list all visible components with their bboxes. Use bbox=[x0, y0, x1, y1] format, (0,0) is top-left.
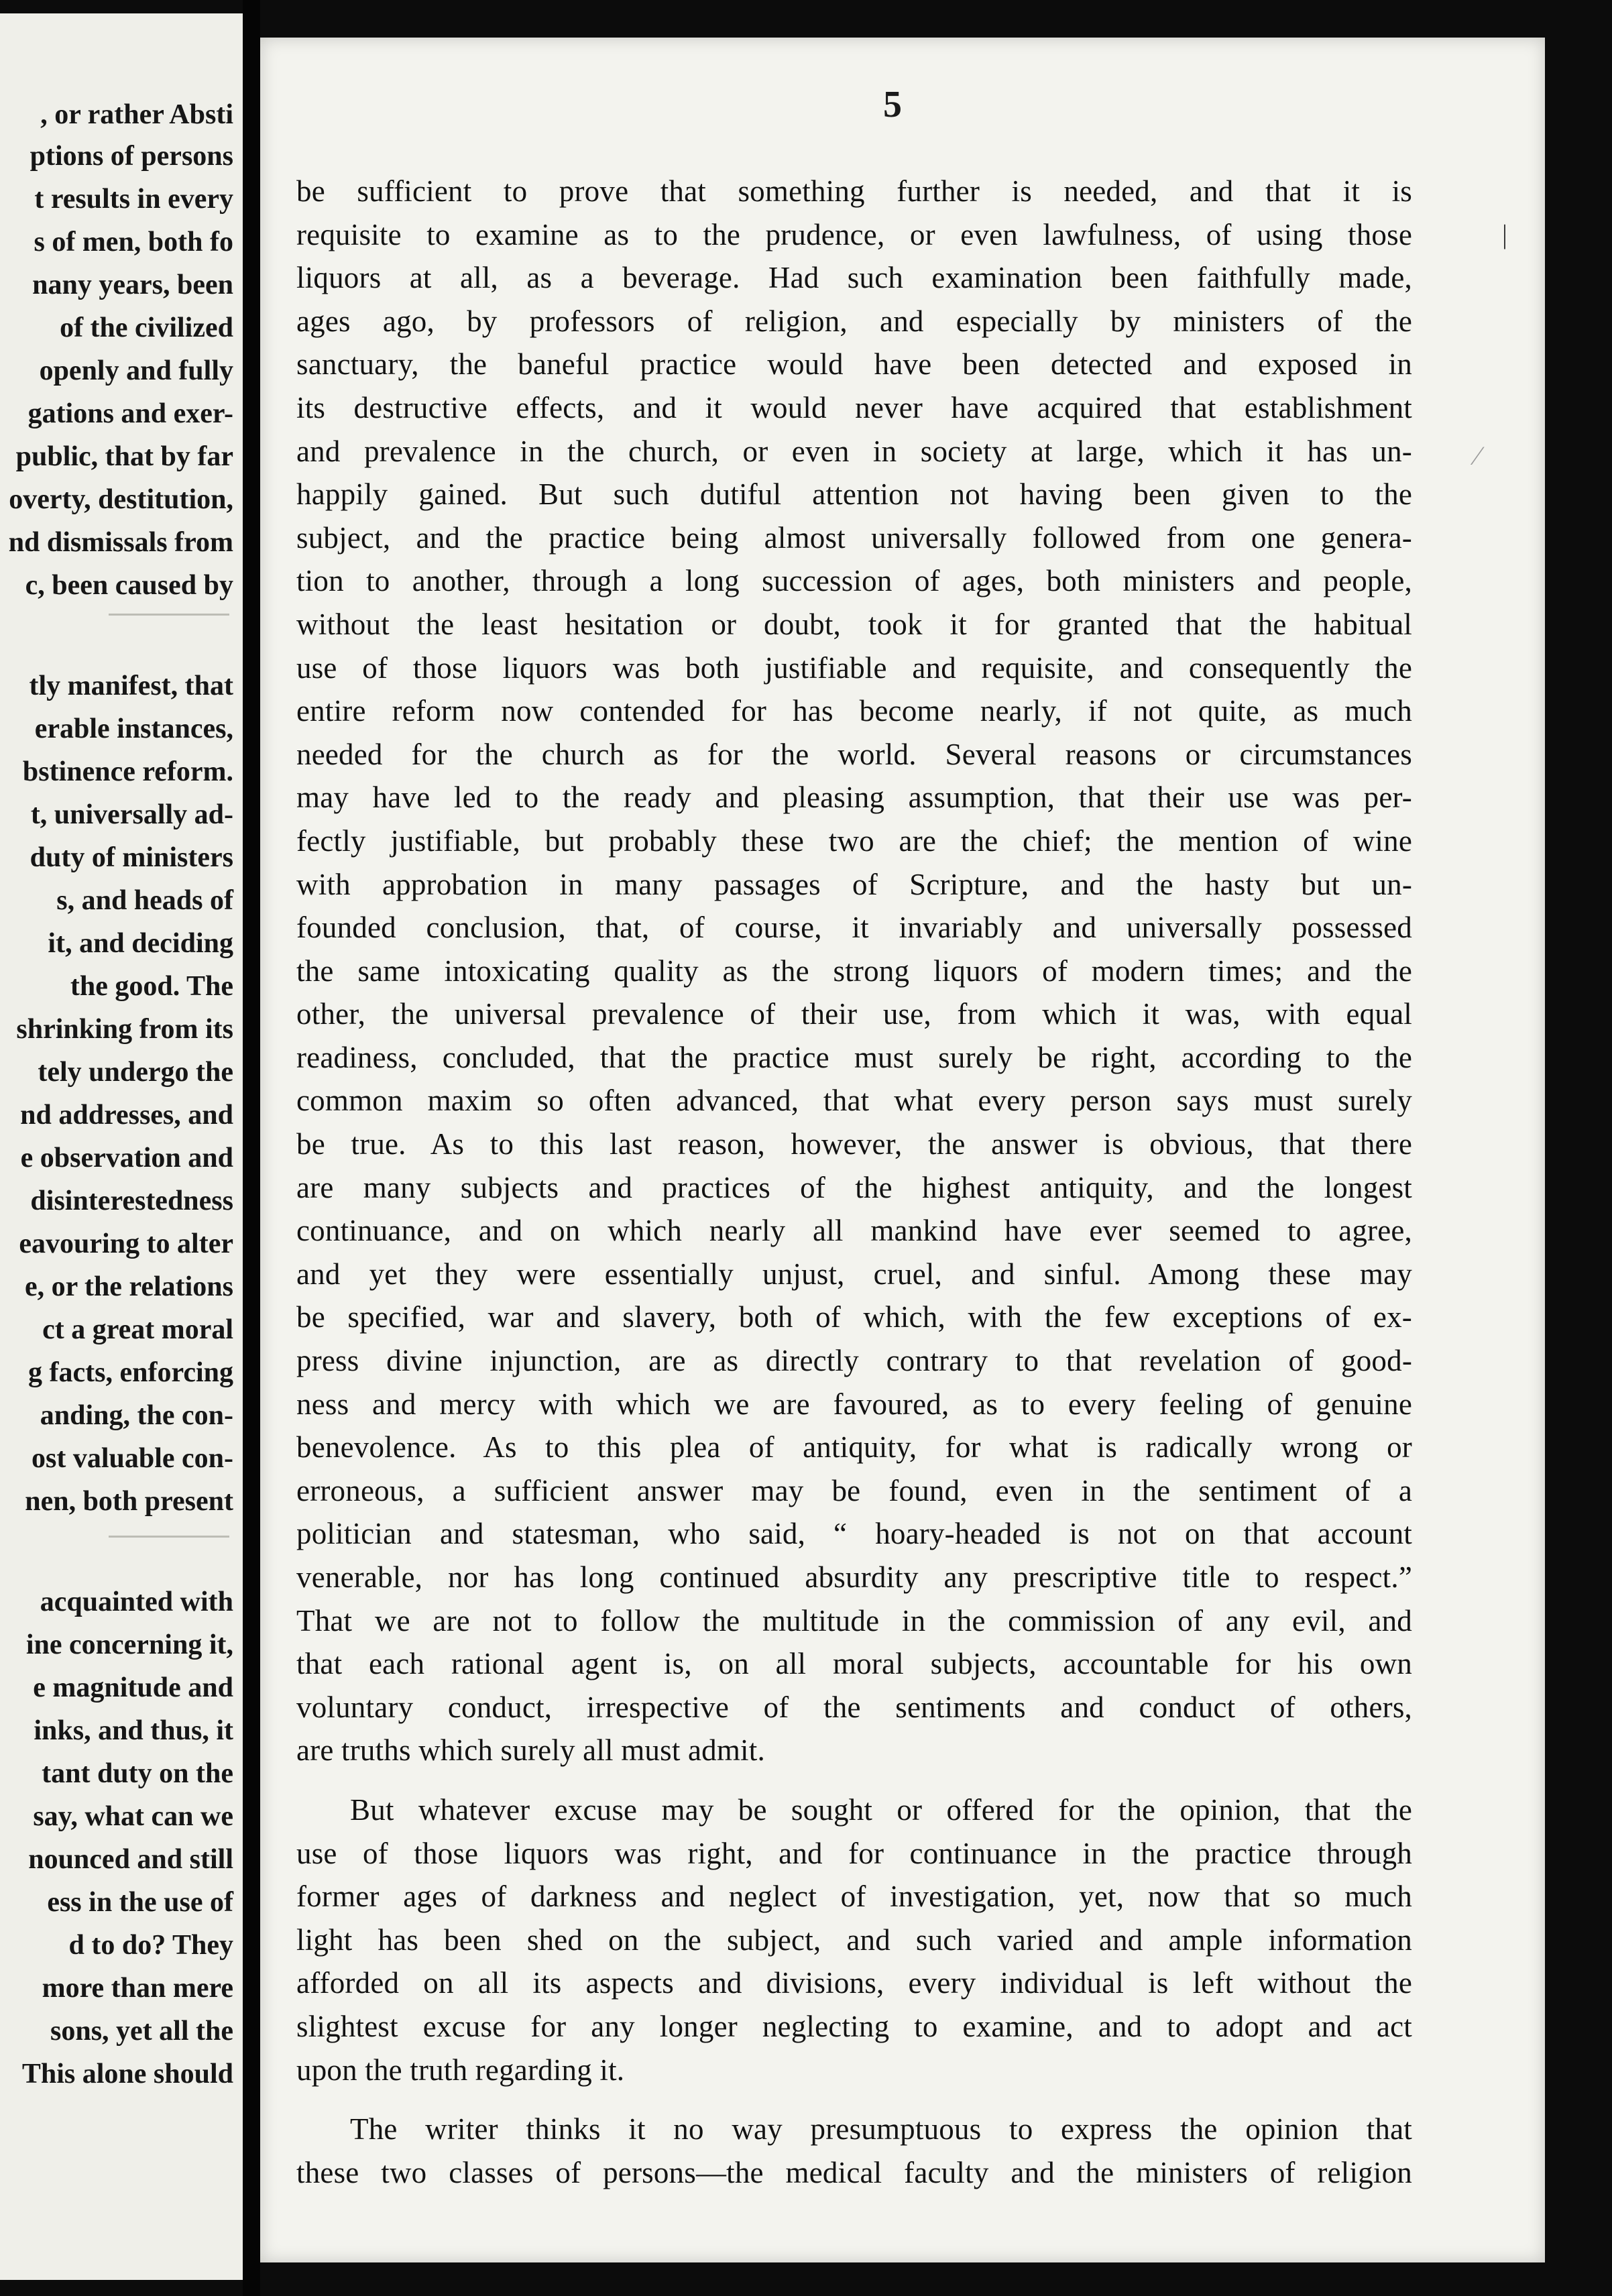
text-line: be sufficient to prove that something further is needed, and that it is bbox=[296, 174, 1412, 208]
left-page-line: bstinence reform. bbox=[22, 756, 233, 787]
left-page-line: gations and exer- bbox=[27, 398, 233, 429]
text-line: liquors at all, as a beverage. Had such examination been faithfully made, bbox=[296, 261, 1412, 295]
text-line: without the least hesitation or doubt, took it for granted that the habitual bbox=[296, 607, 1412, 641]
section-divider bbox=[109, 1536, 229, 1538]
left-page-line: nd dismissals from bbox=[8, 527, 233, 558]
text-line: sanctuary, the baneful practice would have been detected and exposed in bbox=[296, 347, 1412, 382]
left-page-line: tant duty on the bbox=[42, 1758, 233, 1789]
text-line: benevolence. As to this plea of antiquity, for what is radically wrong or bbox=[296, 1430, 1412, 1465]
text-line: and yet they were essentially unjust, cruel, and sinful. Among these may bbox=[296, 1257, 1412, 1291]
left-page-line: tly manifest, that bbox=[29, 671, 233, 701]
left-page-line: the good. The bbox=[70, 971, 233, 1002]
text-line: the same intoxicating quality as the strong liquors of modern times; and the bbox=[296, 954, 1412, 988]
text-line: ages ago, by professors of religion, and especially by ministers of the bbox=[296, 304, 1412, 338]
text-line: be specified, war and slavery, both of which, with the few exceptions of ex- bbox=[296, 1300, 1412, 1334]
left-page-line: g facts, enforcing bbox=[28, 1357, 233, 1388]
text-line: voluntary conduct, irrespective of the sentiments and conduct of others, bbox=[296, 1690, 1412, 1724]
left-page-line: ess in the use of bbox=[47, 1887, 233, 1918]
text-line: founded conclusion, that, of course, it invariably and universally possessed bbox=[296, 911, 1412, 945]
left-page-line: s, and heads of bbox=[56, 885, 233, 916]
left-page-line: nen, both present bbox=[25, 1486, 233, 1517]
text-line: slightest excuse for any longer neglecting to examine, and to adopt and act bbox=[296, 2009, 1412, 2043]
left-page-line: e observation and bbox=[20, 1143, 233, 1173]
left-page-line: disinterestedness bbox=[30, 1186, 233, 1216]
left-page-line: acquainted with bbox=[40, 1587, 233, 1617]
text-line: upon the truth regarding it. bbox=[296, 2053, 625, 2087]
text-line: these two classes of persons—the medical faculty and the ministers of religion bbox=[296, 2155, 1412, 2189]
left-page-line: more than mere bbox=[42, 1973, 233, 2004]
text-line: that each rational agent is, on all moral subjects, accountable for his own bbox=[296, 1647, 1412, 1681]
text-line: venerable, nor has long continued absurdity any prescriptive title to respect.” bbox=[296, 1560, 1412, 1594]
left-page-line: s of men, both fo bbox=[34, 227, 233, 257]
text-line: That we are not to follow the multitude in the commission of any evil, and bbox=[296, 1603, 1412, 1638]
left-page-line: erable instances, bbox=[34, 713, 233, 744]
left-page-line: public, that by far bbox=[15, 441, 233, 472]
left-page-line: nounced and still bbox=[28, 1844, 233, 1875]
left-page-line: ptions of persons bbox=[30, 141, 233, 172]
body-text bbox=[296, 170, 1412, 2194]
left-page-line: , or rather Absti bbox=[40, 99, 233, 130]
left-page-line: inks, and thus, it bbox=[34, 1715, 233, 1746]
text-line: other, the universal prevalence of their use, from which it was, with equal bbox=[296, 997, 1412, 1031]
left-page-line: nany years, been bbox=[32, 270, 233, 300]
text-line: its destructive effects, and it would never have acquired that establishment bbox=[296, 390, 1412, 424]
text-line: happily gained. But such dutiful attention not having been given to the bbox=[296, 477, 1412, 512]
left-page-line: ine concerning it, bbox=[25, 1629, 233, 1660]
previous-page-fragment bbox=[0, 13, 243, 2280]
text-line: readiness, concluded, that the practice must surely be right, according to the bbox=[296, 1040, 1412, 1074]
left-page-line: This alone should bbox=[21, 2059, 233, 2089]
left-page-line: say, what can we bbox=[33, 1801, 233, 1832]
left-page-line: eavouring to alter bbox=[19, 1228, 233, 1259]
left-page-line: duty of ministers bbox=[30, 842, 233, 873]
left-page-line: e, or the relations bbox=[24, 1271, 233, 1302]
left-page-line: e magnitude and bbox=[33, 1672, 233, 1703]
left-page-line: sons, yet all the bbox=[50, 2016, 233, 2047]
left-page-line: overty, destitution, bbox=[9, 484, 233, 515]
paragraph-gap bbox=[296, 1772, 1412, 1788]
left-page-line: t results in every bbox=[34, 184, 233, 215]
text-line: The writer thinks it no way presumptuous to express the opinion that bbox=[350, 2112, 1412, 2146]
margin-mark: ⁄ bbox=[1475, 441, 1480, 471]
text-line: may have led to the ready and pleasing assumption, that their use was per- bbox=[296, 781, 1412, 815]
text-line: entire reform now contended for has become nearly, if not quite, as much bbox=[296, 694, 1412, 728]
text-line: common maxim so often advanced, that what every person says must surely bbox=[296, 1084, 1412, 1118]
text-line: requisite to examine as to the prudence, or even lawfulness, of using those bbox=[296, 217, 1412, 251]
left-page-line: it, and deciding bbox=[48, 928, 233, 959]
text-line: light has been shed on the subject, and such varied and ample information bbox=[296, 1922, 1412, 1957]
left-page-line: of the civilized bbox=[60, 312, 233, 343]
text-line: are truths which surely all must admit. bbox=[296, 1733, 765, 1768]
text-line: with approbation in many passages of Scripture, and the hasty but un- bbox=[296, 867, 1412, 901]
left-page-line: c, been caused by bbox=[25, 570, 233, 601]
left-page-line: shrinking from its bbox=[16, 1014, 233, 1045]
text-line: use of those liquors was right, and for continuance in the practice through bbox=[296, 1836, 1412, 1870]
text-line: afforded on all its aspects and divisions, every individual is left without the bbox=[296, 1966, 1412, 2000]
left-page-line: nd addresses, and bbox=[20, 1100, 233, 1131]
text-line: press divine injunction, are as directly contrary to that revelation of good- bbox=[296, 1344, 1412, 1378]
text-line: tion to another, through a long succession of ages, both ministers and people, bbox=[296, 564, 1412, 598]
text-line: But whatever excuse may be sought or offered for the opinion, that the bbox=[350, 1792, 1412, 1827]
left-page-line: d to do? They bbox=[68, 1930, 233, 1961]
left-page-line: openly and fully bbox=[39, 355, 233, 386]
page bbox=[260, 38, 1545, 2262]
margin-mark: | bbox=[1502, 219, 1508, 249]
text-line: be true. As to this last reason, however, the answer is obvious, that there bbox=[296, 1127, 1412, 1161]
left-page-line: ct a great moral bbox=[42, 1314, 233, 1345]
paragraph-gap bbox=[296, 2091, 1412, 2108]
left-page-line: t, universally ad- bbox=[30, 799, 233, 830]
text-line: politician and statesman, who said, “ hoary-headed is not on that account bbox=[296, 1517, 1412, 1551]
text-line: are many subjects and practices of the highest antiquity, and the longest bbox=[296, 1170, 1412, 1204]
left-page-line: ost valuable con- bbox=[31, 1443, 233, 1474]
section-divider bbox=[109, 614, 229, 616]
text-line: needed for the church as for the world. Several reasons or circumstances bbox=[296, 737, 1412, 771]
text-line: and prevalence in the church, or even in society at large, which it has un- bbox=[296, 434, 1412, 468]
text-line: fectly justifiable, but probably these two are the chief; the mention of wine bbox=[296, 823, 1412, 858]
page-number: 5 bbox=[883, 84, 902, 125]
text-line: continuance, and on which nearly all mankind have ever seemed to agree, bbox=[296, 1214, 1412, 1248]
text-line: former ages of darkness and neglect of investigation, yet, now that so much bbox=[296, 1880, 1412, 1914]
left-page-line: anding, the con- bbox=[40, 1400, 233, 1431]
text-line: subject, and the practice being almost universally followed from one genera- bbox=[296, 520, 1412, 555]
text-line: ness and mercy with which we are favoured, as to every feeling of genuine bbox=[296, 1387, 1412, 1421]
text-line: erroneous, a sufficient answer may be found, even in the sentiment of a bbox=[296, 1473, 1412, 1507]
left-page-line: tely undergo the bbox=[38, 1057, 233, 1088]
text-line: use of those liquors was both justifiable and requisite, and consequently the bbox=[296, 650, 1412, 685]
book-gutter bbox=[243, 0, 260, 2296]
